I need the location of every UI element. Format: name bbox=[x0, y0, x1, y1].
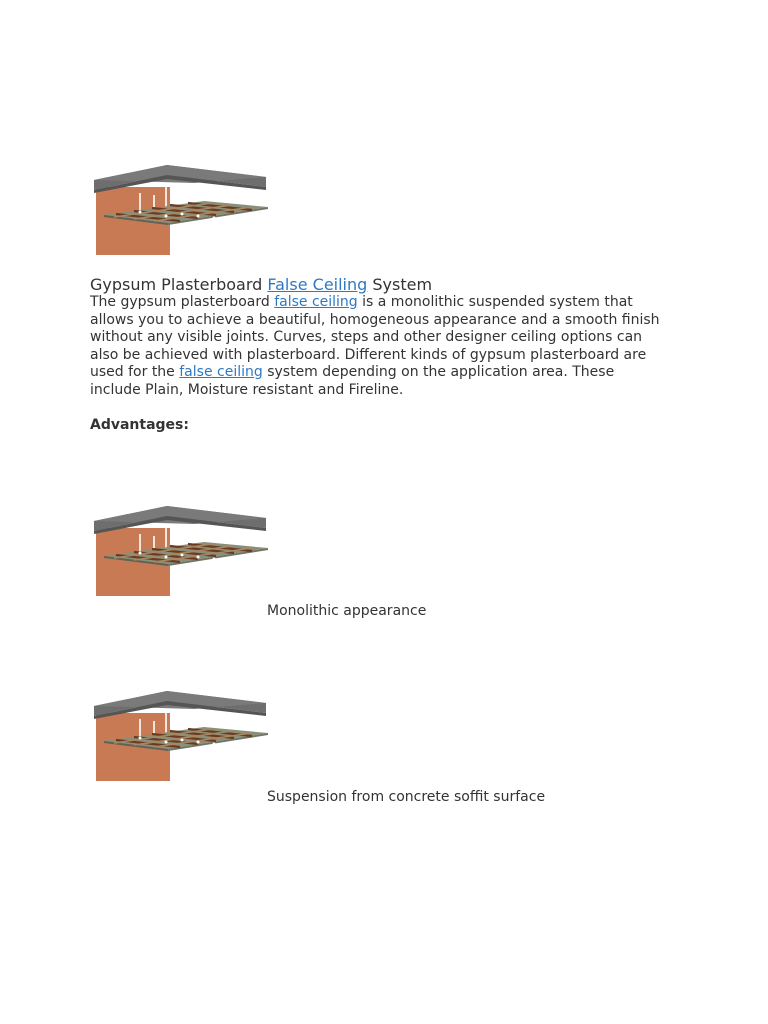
advantage-caption: Monolithic appearance bbox=[267, 603, 427, 619]
false-ceiling-illustration-icon bbox=[94, 165, 268, 257]
paragraph-line-5 bbox=[90, 364, 690, 382]
advantages-heading: Advantages: bbox=[90, 417, 189, 433]
paragraph-line-4: also be achieved with plasterboard. Different kinds of gypsum plasterboard are bbox=[90, 346, 647, 363]
false-ceiling-illustration-icon bbox=[94, 506, 268, 598]
false-ceiling-link[interactable]: false ceiling bbox=[179, 364, 263, 380]
section-heading bbox=[90, 275, 432, 295]
paragraph-text: is a monolithic suspended system that bbox=[357, 294, 633, 310]
paragraph-text: used for the bbox=[90, 364, 180, 380]
false-ceiling-link[interactable]: false ceiling bbox=[274, 294, 358, 310]
advantage-caption: Suspension from concrete soffit surface bbox=[267, 789, 546, 805]
paragraph-line-3: without any visible joints. Curves, steps and other designer ceiling options can bbox=[90, 329, 643, 345]
paragraph-text: The gypsum plasterboard bbox=[90, 294, 275, 310]
paragraph-text: system depending on the application area. These bbox=[262, 364, 615, 380]
heading-false-ceiling-link[interactable]: False Ceiling bbox=[267, 275, 368, 294]
heading-suffix: System bbox=[367, 275, 433, 294]
description-paragraph bbox=[90, 294, 690, 399]
paragraph-line-2: allows you to achieve a beautiful, homogeneous appearance and a smooth finish bbox=[90, 311, 660, 328]
paragraph-line-6: include Plain, Moisture resistant and Fireline. bbox=[90, 381, 404, 398]
false-ceiling-illustration-icon bbox=[94, 691, 268, 783]
paragraph-line-1 bbox=[90, 294, 690, 312]
heading-prefix: Gypsum Plasterboard bbox=[90, 275, 268, 294]
